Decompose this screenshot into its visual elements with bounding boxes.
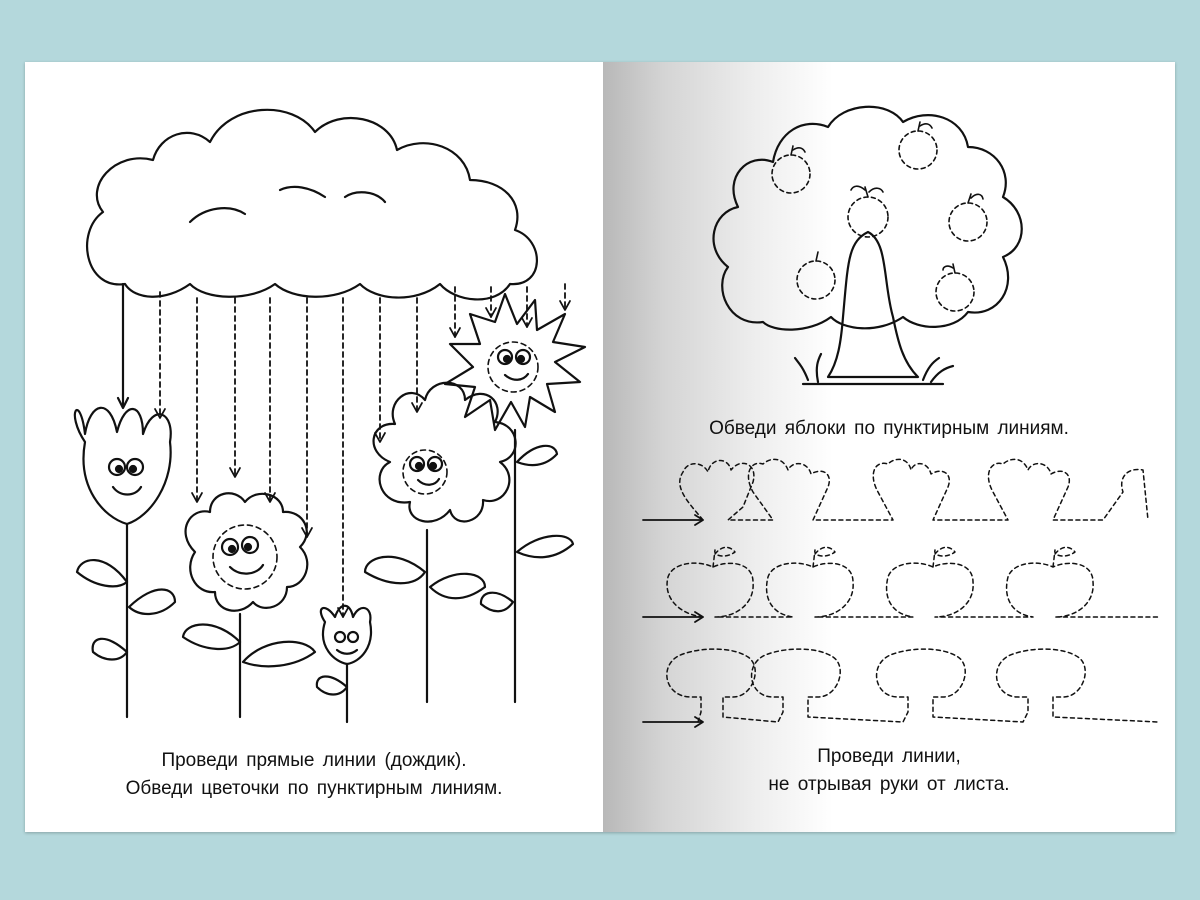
tree-crown	[714, 107, 1022, 330]
left-page	[25, 62, 603, 832]
rain-and-flowers-illustration	[25, 62, 603, 832]
lines-caption-line2: не отрывая руки от листа.	[768, 774, 1010, 795]
right-page	[603, 62, 1175, 832]
tracing-row-1	[643, 459, 1148, 525]
tulip-flower	[75, 408, 175, 717]
round-flower	[183, 493, 315, 717]
left-caption-line1: Проведи прямые линии (дождик).	[161, 750, 467, 771]
apple-tree-illustration	[603, 62, 1175, 832]
tracing-row-3	[643, 649, 1158, 727]
left-caption-line2: Обведи цветочки по пунктирным линиям.	[125, 778, 503, 799]
grass	[795, 354, 953, 384]
lines-caption-line1: Проведи линии,	[817, 746, 961, 767]
book-spread	[25, 62, 1175, 832]
tree-trunk	[828, 232, 918, 377]
sunflower	[445, 294, 585, 702]
rain-lines	[118, 284, 570, 617]
daisy-flower	[365, 383, 516, 702]
apples	[772, 131, 987, 311]
small-tulip-flower	[317, 606, 371, 722]
tracing-row-2	[643, 547, 1158, 622]
apple-caption: Обведи яблоки по пунктирным линиям.	[709, 418, 1069, 439]
cloud	[87, 110, 537, 300]
